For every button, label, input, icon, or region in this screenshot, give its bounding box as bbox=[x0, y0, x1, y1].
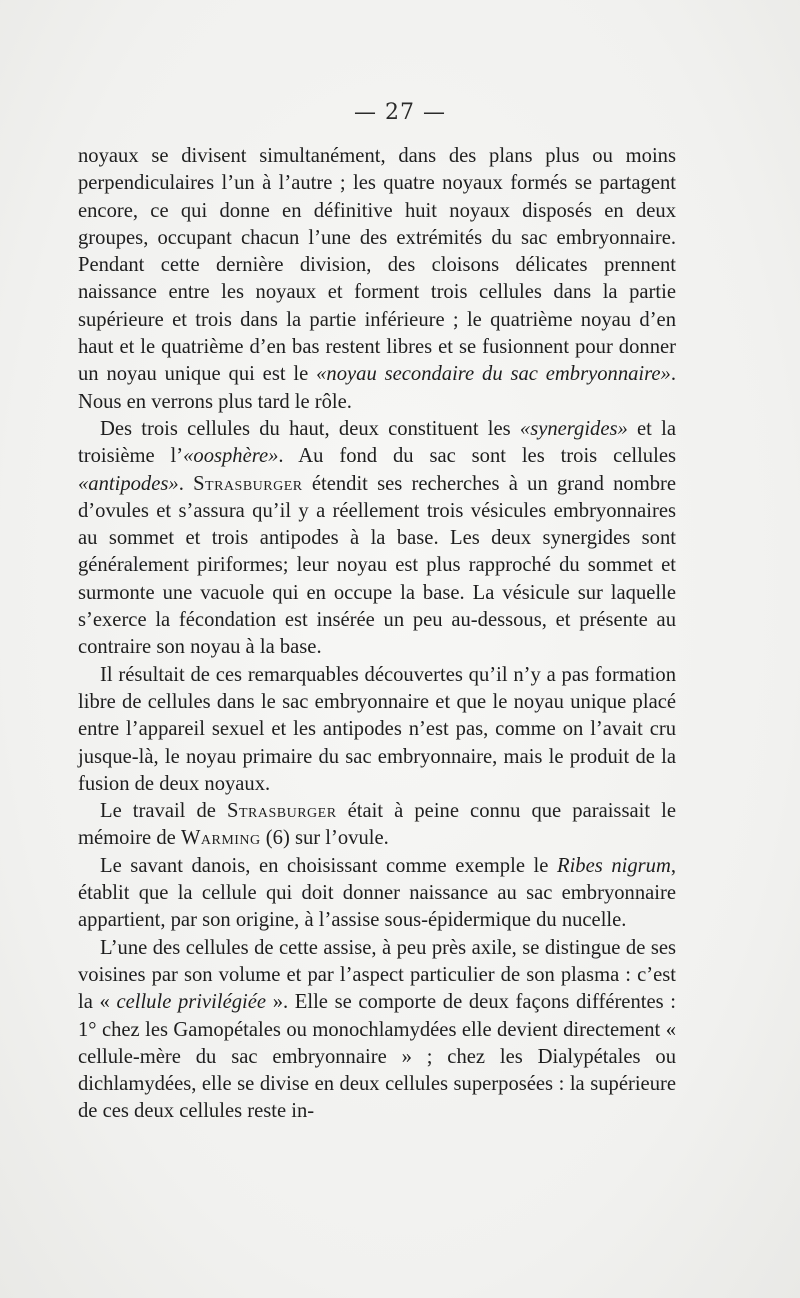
text-run: , établit que la cellule qui doit donner naissance au sac embryonnaire appartient, par son origine, à l’assise sous-épidermique du nucelle. bbox=[78, 854, 676, 932]
author-name: Strasburger bbox=[193, 472, 303, 495]
text-run: (6) sur l’ovule. bbox=[260, 827, 389, 850]
page-number: — 27 — bbox=[354, 100, 446, 125]
author-name: Strasburger bbox=[227, 800, 337, 823]
italic-text: Ribes nigrum bbox=[557, 854, 671, 877]
text-run: ». Elle se comporte de deux façons différentes : 1° chez les Gamopétales ou monochlamydées elle devient directement « cellule-mère du sac embryonnaire » ; chez les Dialypétales ou dichlamydées, elle se divise en deux cellules superposées : la supérieure de ces deux cellules reste in- bbox=[78, 991, 676, 1123]
italic-text: «synergides» bbox=[519, 417, 628, 440]
text-run: . bbox=[178, 472, 194, 495]
italic-text: «noyau secondaire du sac embryonnaire» bbox=[316, 363, 671, 386]
text-run: Des trois cellules du haut, deux constituent les bbox=[100, 417, 520, 440]
italic-text: «antipodes» bbox=[78, 472, 179, 495]
text-run: noyaux se divisent simultanément, dans des plans plus ou moins perpendiculaires l’un à l’autre ; les quatre noyaux formés se partagent encore, ce qui donne en définitive huit noyaux disposés en deux groupes, occupant chacun l’une des extrémités du sac embryonnaire. Pendant cette dernière division, des cloisons délicates prennent naissance entre les noyaux et forment trois cellules dans la partie supérieure et trois dans la partie inférieure ; le quatrième noyau d’en haut et le quatrième d’en bas restent libres et se fusionnent pour donner un noyau unique qui est le bbox=[78, 145, 676, 386]
text-run: . Au fond du sac sont les trois cellules bbox=[278, 445, 676, 468]
text-run: était à peine connu que paraissait le mémoire de bbox=[78, 800, 676, 850]
text-run: L’une des cellules de cette assise, à peu près axile, se distingue de ses voisines par son volume et par l’aspect particulier de son plasma : c’est la « bbox=[78, 936, 676, 1014]
text-run: Le savant danois, en choisissant comme exemple le bbox=[100, 854, 557, 877]
italic-text: cellule privilégiée bbox=[116, 991, 267, 1014]
paragraph bbox=[78, 935, 676, 1126]
paragraph bbox=[78, 853, 676, 935]
text-run: et la troisième l’ bbox=[78, 417, 676, 468]
text-run: Il résultait de ces remarquables découvertes qu’il n’y a pas formation libre de cellules dans le sac embryonnaire et que le noyau unique placé entre l’appareil sexuel et les antipodes n’est pas, comme on l’avait cru jusque-là, le noyau primaire du sac embryonnaire, mais le produit de la fusion de deux noyaux. bbox=[78, 663, 676, 795]
italic-text: «oosphère» bbox=[183, 445, 279, 468]
text-run: étendit ses recherches à un grand nombre d’ovules et s’assura qu’il y a réellement trois vésicules embryonnaires au sommet et trois antipodes à la base. Les deux synergides sont généralement piriformes; leur noyau est plus rapproché du sommet et surmonte une vacuole qui en occupe la base. La vésicule sur laquelle s’exerce la fécondation est insérée un peu au-dessous, et présente au contraire son noyau à la base. bbox=[78, 472, 677, 659]
author-name: Warming bbox=[180, 827, 261, 850]
text-run: . Nous en verrons plus tard le rôle. bbox=[78, 363, 677, 413]
text-run: Le travail de bbox=[100, 800, 228, 823]
paragraph bbox=[78, 416, 676, 662]
paragraph bbox=[78, 662, 676, 798]
paragraph bbox=[78, 143, 676, 416]
paragraph bbox=[78, 798, 676, 853]
body-text bbox=[78, 143, 676, 1126]
